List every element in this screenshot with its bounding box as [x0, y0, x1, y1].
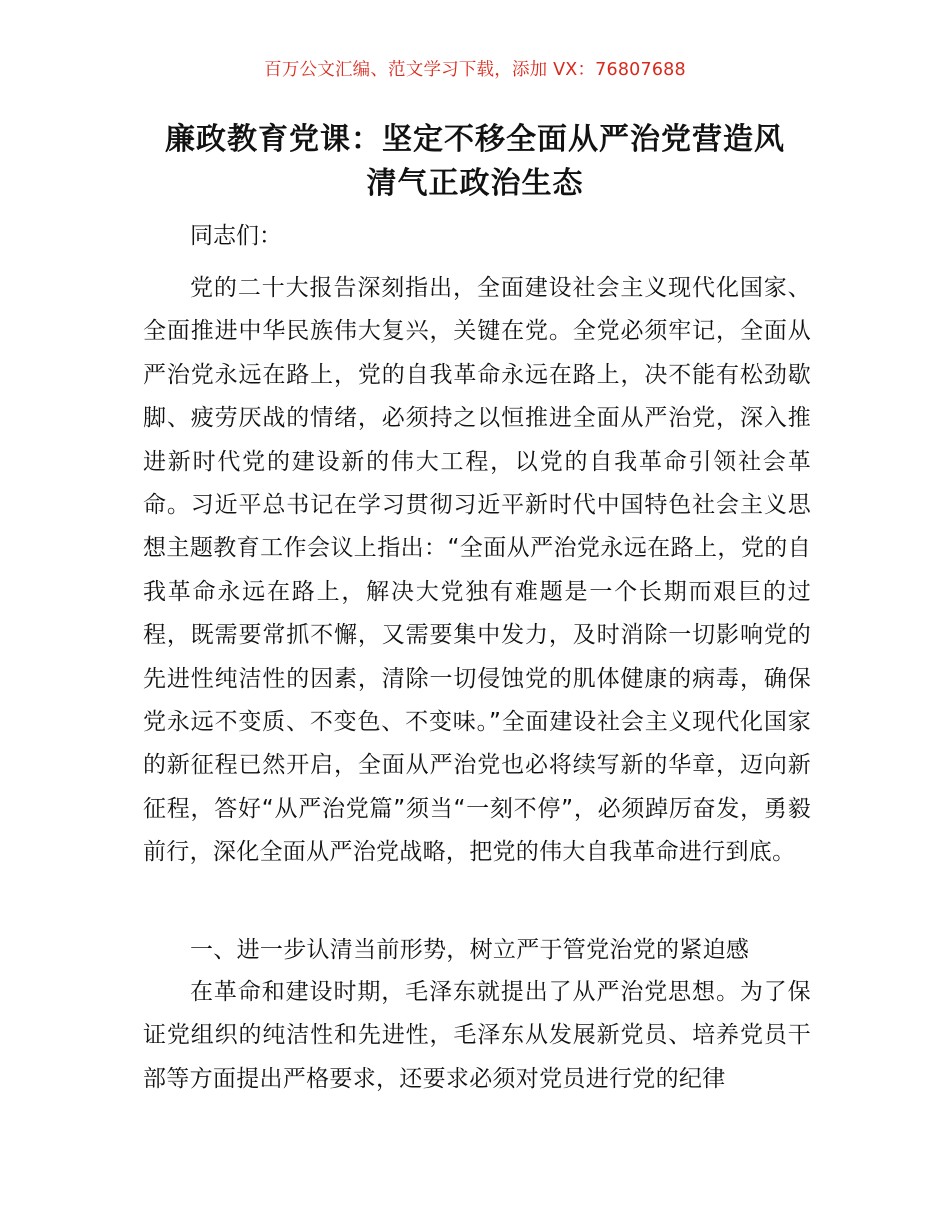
greeting: 同志们：	[190, 223, 282, 249]
document-title	[110, 118, 840, 206]
title-line-2: 清气正政治生态	[366, 166, 584, 201]
title-line-1: 廉政教育党课：坚定不移全面从严治党营造风	[165, 122, 785, 157]
header-banner: 百万公文汇编、范文学习下载，添加 VX：76807688	[264, 60, 686, 80]
paragraph-1: 党的二十大报告深刻指出，全面建设社会主义现代化国家、全面推进中华民族伟大复兴，关键在党。全党必须牢记，全面从严治党永远在路上，党的自我革命永远在路上，决不能有松劲歇脚、疲劳厌战的情绪，必须持之以恒推进全面从严治党，深入推进新时代党的建设新的伟大工程，以党的自我革命引领社会革命。习近平总书记在学习贯彻习近平新时代中国特色社会主义思想主题教育工作会议上指出：“全面从严治党永远在路上，党的自我革命永远在路上，解决大党独有难题是一个长期而艰巨的过程，既需要常抓不懈，又需要集中发力，及时消除一切影响党的先进性纯洁性的因素，清除一切侵蚀党的肌体健康的病毒，确保党永远不变质、不变色、不变味。”全面建设社会主义现代化国家的新征程已然开启，全面从严治党也必将续写新的华章，迈向新征程，答好“从严治党篇”须当“一刻不停”，必须踔厉奋发，勇毅前行，深化全面从严治党战略，把党的伟大自我革命进行到底。	[143, 275, 811, 866]
paragraph-2: 在革命和建设时期，毛泽东就提出了从严治党思想。为了保证党组织的纯洁性和先进性，毛泽东从发展新党员、培养党员干部等方面提出严格要求，还要求必须对党员进行党的纪律	[143, 979, 811, 1092]
section-heading-1: 一、进一步认清当前形势，树立严于管党治党的紧迫感	[190, 937, 750, 963]
